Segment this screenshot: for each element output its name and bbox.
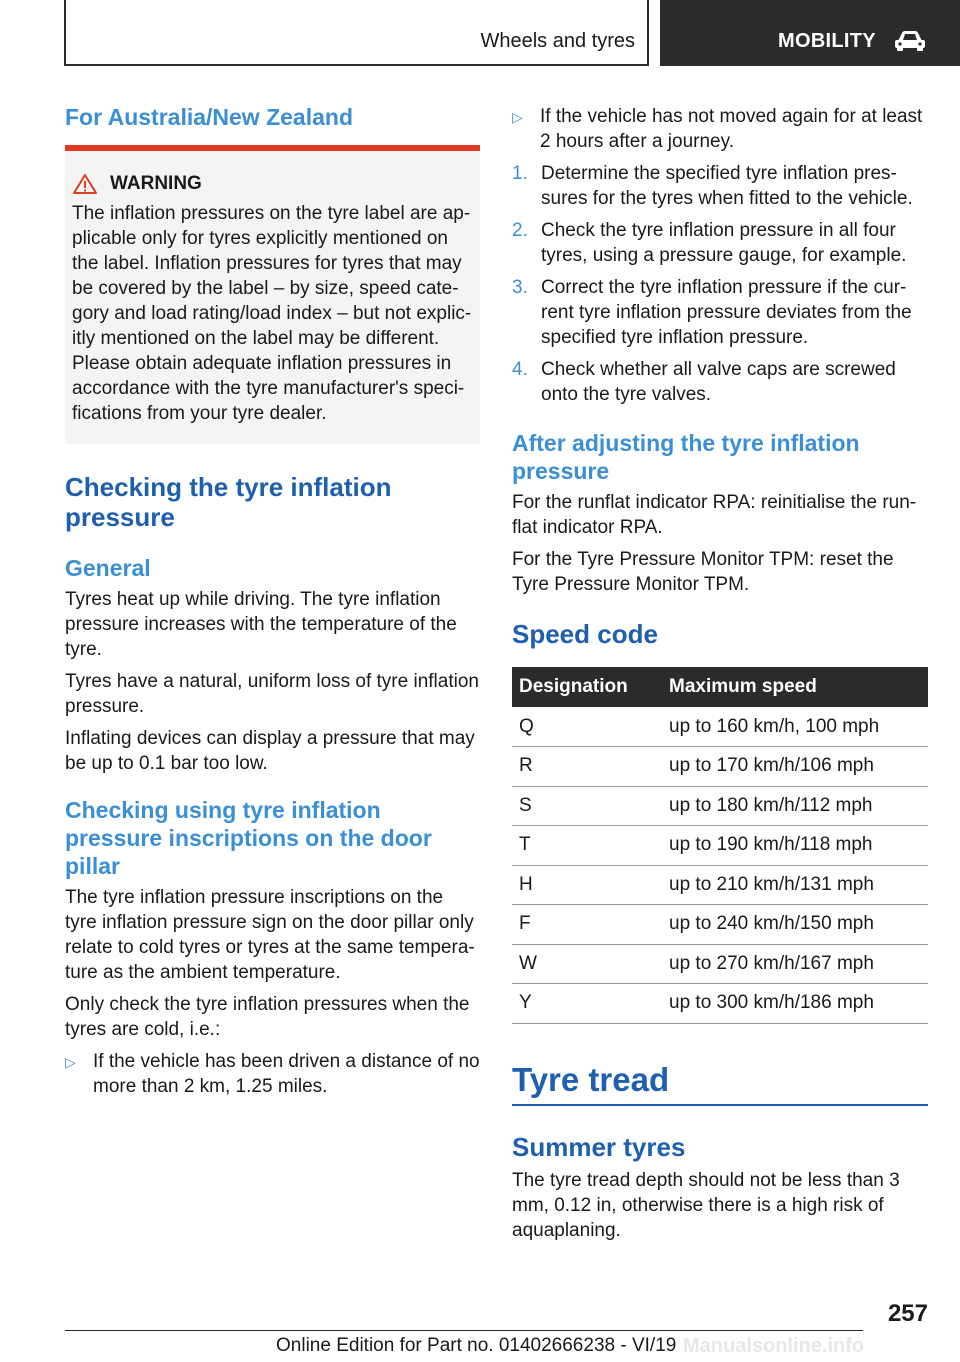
- door-paragraph-1: The tyre inflation pressure inscriptions on the tyre inflation pressure sign on the door pillar only relate to cold tyres or tyres at the same tempera-ture as the ambient temperature.: [65, 887, 475, 983]
- column-header-designation: Designation: [512, 667, 662, 707]
- heading-tyre-tread: Tyre tread: [512, 1060, 670, 1098]
- cell-designation: T: [512, 826, 662, 866]
- step-text: Correct the tyre inflation pressure if the cur-rent tyre inflation pressure deviates from the specified tyre inflation pressure.: [541, 277, 912, 348]
- step-number: 3.: [512, 277, 528, 298]
- table-header-row: [512, 667, 928, 707]
- bullet-text: If the vehicle has not moved again for at least 2 hours after a journey.: [540, 106, 923, 152]
- table-row: [512, 944, 928, 984]
- step-text: Determine the specified tyre inflation pres-sures for the tyres when fitted to the vehicle.: [541, 163, 913, 209]
- cell-designation: W: [512, 944, 662, 984]
- warning-box: [65, 151, 480, 444]
- header-chapter-title: MOBILITY: [778, 30, 876, 52]
- heading-door-pillar: Checking using tyre inflation pressure inscriptions on the door pillar: [65, 797, 432, 879]
- heading-speed-code: Speed code: [512, 619, 658, 649]
- heading-australia: For Australia/New Zealand: [65, 104, 353, 130]
- step-item: [512, 218, 928, 268]
- cell-designation: Y: [512, 984, 662, 1024]
- list-item: [65, 1049, 480, 1099]
- table-row: [512, 865, 928, 905]
- cell-speed: up to 180 km/h/112 mph: [662, 786, 928, 826]
- header-section-box: [64, 0, 649, 66]
- warning-header: [72, 173, 472, 195]
- summer-paragraph-1: The tyre tread depth should not be less than 3 mm, 0.12 in, otherwise there is a high risk of aquaplaning.: [512, 1169, 900, 1241]
- left-column: [65, 100, 480, 1106]
- heading-checking-pressure: Checking the tyre inflation pressure: [65, 472, 392, 532]
- table-row: [512, 707, 928, 747]
- warning-title: WARNING: [110, 173, 202, 194]
- warning-triangle-icon: [72, 173, 98, 195]
- step-text: Check the tyre inflation pressure in all four tyres, using a pressure gauge, for example.: [541, 220, 907, 266]
- right-column: [512, 104, 928, 1250]
- triangle-bullet-icon: ▷: [512, 109, 523, 125]
- table-row: [512, 826, 928, 866]
- heading-general: General: [65, 555, 151, 581]
- warning-text: The inflation pressures on the tyre label are ap-plicable only for tyres explicitly mentioned on the label. Inflation pressures for tyres that may be covered by the label – by size, speed cate-gory and load rating/load index – but not explic-itly mentioned on the label may be different. Please obtain adequate inflation pressures in accordance with the tyre manufacturer's speci-fications from your tyre dealer.: [72, 203, 472, 424]
- list-item: [512, 104, 928, 154]
- table-row: [512, 984, 928, 1024]
- general-paragraph-2: Tyres have a natural, uniform loss of tyre inflation pressure.: [65, 671, 479, 717]
- cell-speed: up to 160 km/h, 100 mph: [662, 707, 928, 747]
- step-item: [512, 275, 928, 350]
- cell-speed: up to 170 km/h/106 mph: [662, 747, 928, 787]
- general-paragraph-1: Tyres heat up while driving. The tyre inflation pressure increases with the temperature of the tyre.: [65, 589, 457, 660]
- after-paragraph-2: For the Tyre Pressure Monitor TPM: reset the Tyre Pressure Monitor TPM.: [512, 549, 894, 595]
- triangle-bullet-icon: ▷: [65, 1054, 76, 1070]
- cell-speed: up to 300 km/h/186 mph: [662, 984, 928, 1024]
- cell-designation: Q: [512, 707, 662, 747]
- watermark: Manualsonline.info: [683, 1335, 865, 1357]
- car-icon: [894, 29, 926, 51]
- header-section-title: Wheels and tyres: [480, 30, 635, 52]
- step-number: 1.: [512, 163, 528, 184]
- after-paragraph-1: For the runflat indicator RPA: reinitialise the run-flat indicator RPA.: [512, 492, 917, 538]
- bullet-text: If the vehicle has been driven a distance of no more than 2 km, 1.25 miles.: [93, 1051, 480, 1097]
- table-row: [512, 747, 928, 787]
- table-row: [512, 905, 928, 945]
- cell-speed: up to 190 km/h/118 mph: [662, 826, 928, 866]
- footer-edition: Online Edition for Part no. 01402666238 - VI/19: [276, 1335, 677, 1356]
- cell-designation: F: [512, 905, 662, 945]
- cell-speed: up to 270 km/h/167 mph: [662, 944, 928, 984]
- cell-designation: R: [512, 747, 662, 787]
- step-number: 4.: [512, 359, 528, 380]
- cell-designation: S: [512, 786, 662, 826]
- column-header-max-speed: Maximum speed: [662, 667, 928, 707]
- heading-rule: [512, 1104, 928, 1106]
- cell-speed: up to 210 km/h/131 mph: [662, 865, 928, 905]
- page-number: 257: [887, 1300, 928, 1327]
- table-row: [512, 786, 928, 826]
- cell-designation: H: [512, 865, 662, 905]
- header-chapter-box: [660, 0, 960, 66]
- heading-after-adjusting: After adjusting the tyre inflation pressure: [512, 430, 860, 484]
- step-number: 2.: [512, 220, 528, 241]
- step-item: [512, 161, 928, 211]
- cell-speed: up to 240 km/h/150 mph: [662, 905, 928, 945]
- heading-summer-tyres: Summer tyres: [512, 1131, 686, 1162]
- general-paragraph-3: Inflating devices can display a pressure that may be up to 0.1 bar too low.: [65, 728, 475, 774]
- step-item: [512, 357, 928, 407]
- speed-code-table: [512, 667, 928, 1024]
- step-text: Check whether all valve caps are screwed onto the tyre valves.: [541, 359, 896, 405]
- door-paragraph-2: Only check the tyre inflation pressures when the tyres are cold, i.e.:: [65, 994, 470, 1040]
- footer-rule: [65, 1330, 863, 1331]
